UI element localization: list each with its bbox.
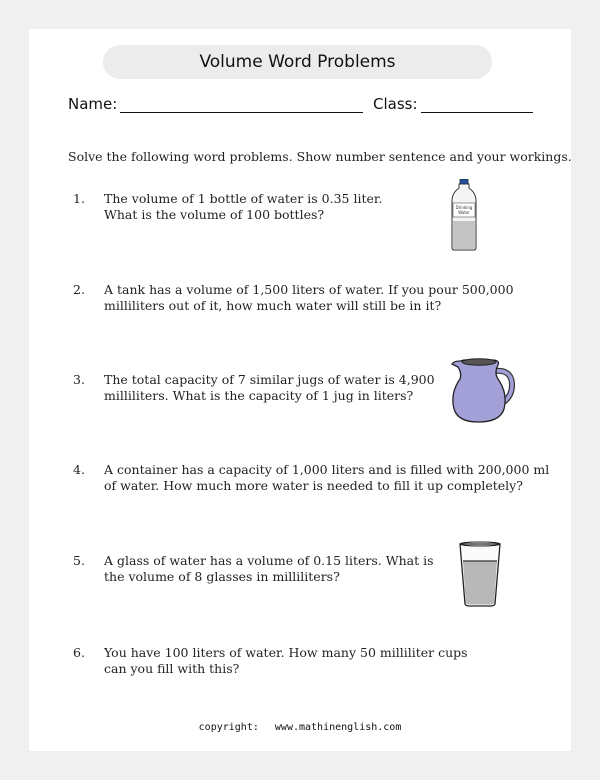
problem-line: the volume of 8 glasses in milliliters? [104, 569, 340, 584]
problem-number: 1. [73, 191, 85, 206]
problem-number: 3. [73, 372, 85, 387]
problem-number: 6. [73, 645, 85, 660]
problem-line: A glass of water has a volume of 0.15 liters. What is [104, 553, 434, 568]
glass-of-water-icon [458, 541, 502, 608]
page-title [103, 45, 492, 79]
problem-line: milliliters out of it, how much water will still be in it? [104, 298, 442, 313]
footer [29, 722, 571, 733]
copyright-label: copyright: [198, 722, 259, 733]
site-url: www.mathinenglish.com [274, 722, 402, 733]
problem-line: milliliters. What is the capacity of 1 jug in liters? [104, 388, 414, 403]
problem-number: 2. [73, 282, 85, 297]
problem-line: What is the volume of 100 bottles? [104, 207, 325, 222]
page-title-text: Volume Word Problems [199, 52, 396, 72]
bottle-label-line: Water [458, 210, 470, 215]
problem-text [104, 645, 468, 677]
problem-line: of water. How much more water is needed to fill it up completely? [104, 478, 523, 493]
jug-icon [448, 355, 520, 425]
worksheet-page [29, 29, 571, 751]
problem-number: 5. [73, 553, 85, 568]
problem-line: The volume of 1 bottle of water is 0.35 liter. [104, 191, 383, 206]
name-field[interactable] [120, 112, 363, 113]
problem-line: A tank has a volume of 1,500 liters of water. If you pour 500,000 [104, 282, 514, 297]
instructions: Solve the following word problems. Show number sentence and your workings. [68, 149, 572, 164]
problem-number: 4. [73, 462, 85, 477]
problem-line: You have 100 liters of water. How many 50 milliliter cups [104, 645, 468, 660]
class-label: Class: [373, 95, 418, 113]
problem-line: A container has a capacity of 1,000 liters and is filled with 200,000 ml [104, 462, 550, 477]
name-label: Name: [68, 95, 118, 113]
problem-text [104, 553, 434, 585]
problem-text [104, 282, 514, 314]
problem-line: can you fill with this? [104, 661, 240, 676]
problem-line: The total capacity of 7 similar jugs of water is 4,900 [104, 372, 435, 387]
water-bottle-icon [447, 179, 481, 251]
problem-text [104, 372, 435, 404]
problem-text [104, 191, 382, 223]
bottle-label-line: Drinking [455, 205, 473, 210]
class-field[interactable] [421, 112, 533, 113]
problem-text [104, 462, 549, 494]
